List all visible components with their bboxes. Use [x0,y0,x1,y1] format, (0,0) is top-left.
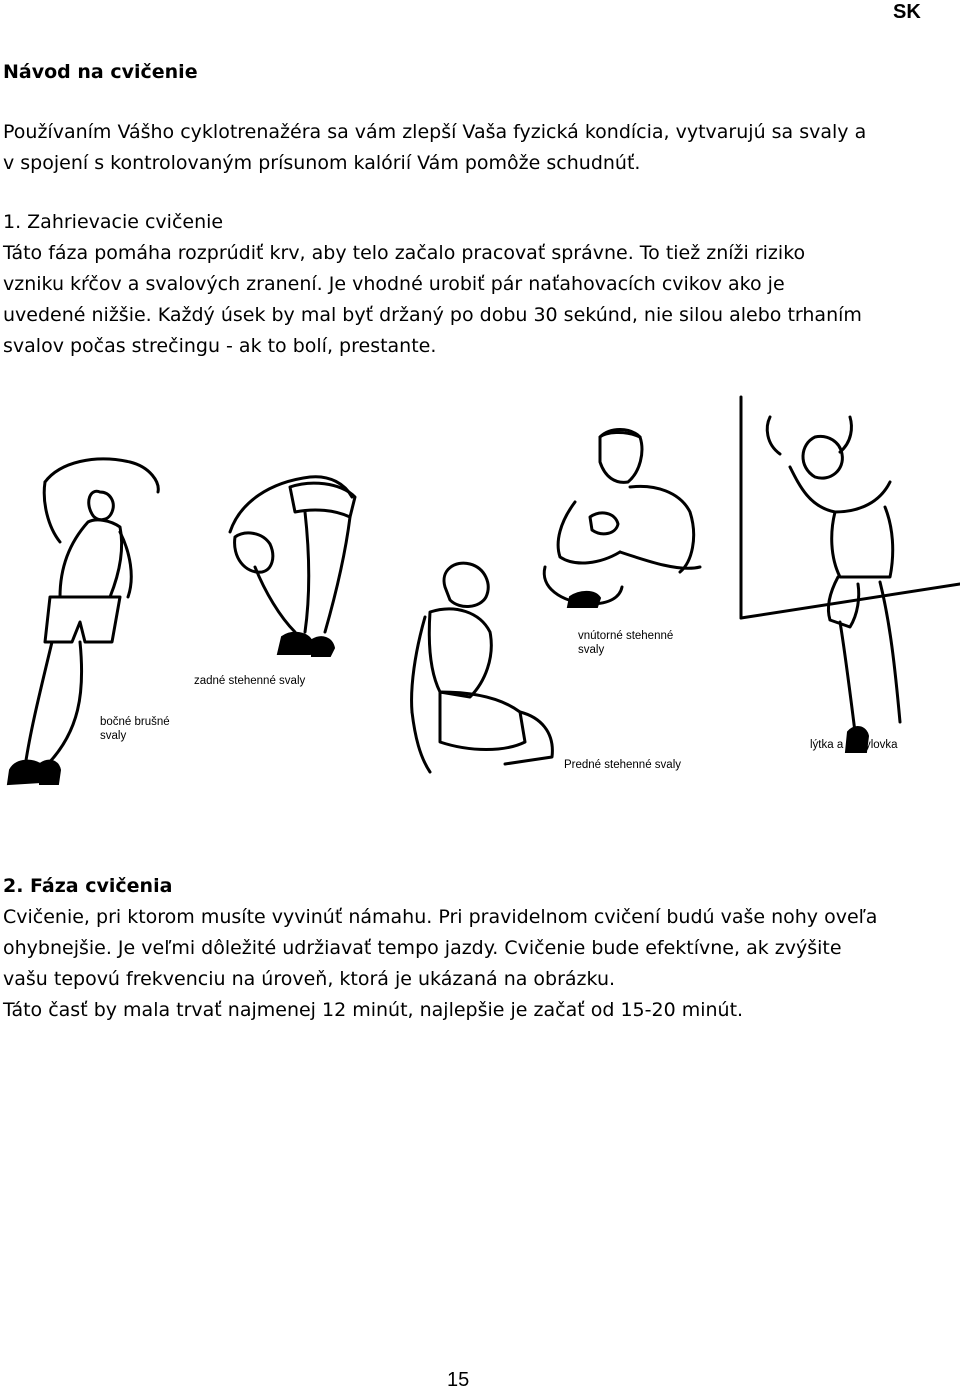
intro-paragraph [3,117,943,179]
warmup-line: svalov počas strečingu - ak to bolí, prestante. [3,335,437,357]
label-inner-thigh-2: svaly [578,644,605,656]
label-side-abs-1: bočné brušné [100,716,170,728]
page-title: Návod na cvičenie [3,61,198,83]
language-code: SK [893,1,921,23]
label-calf: lýtka a achylovka [810,739,898,751]
label-side-abs-2: svaly [100,730,127,742]
intro-line: v spojení s kontrolovaným prísunom kalórií Vám pomôže schudnúť. [3,152,641,174]
intro-line: Používaním Vášho cyklotrenažéra sa vám zlepší Vaša fyzická kondícia, vytvarujú sa svaly a [3,121,867,143]
label-inner-thigh-1: vnútorné stehenné [578,630,674,642]
exercise-line: Cvičenie, pri ktorom musíte vyvinúť námahu. Pri pravidelnom cvičení budú vaše nohy oveľa [3,906,878,928]
quad-stretch-figure [412,563,553,772]
page-number: 15 [447,1369,470,1391]
warmup-line: uvedené nižšie. Každý úsek by mal byť držaný po dobu 30 sekúnd, nie silou alebo trhaním [3,304,862,326]
exercise-line: ohybnejšie. Je veľmi dôležité udržiavať tempo jazdy. Cvičenie bude efektívne, ak zvýšite [3,937,842,959]
inner-thigh-stretch-figure [544,430,700,608]
exercise-heading: 2. Fáza cvičenia [3,875,173,897]
side-stretch-figure [8,459,158,784]
warmup-line: vzniku kŕčov a svalových zranení. Je vhodné urobiť pár naťahovacích cvikov ako je [3,273,785,295]
label-hamstring: zadné stehenné svaly [194,675,306,687]
warmup-section [3,207,943,362]
hamstring-stretch-figure [230,477,355,656]
warmup-heading: 1. Zahrievacie cvičenie [3,211,224,233]
stretching-illustration [0,392,960,807]
label-front-thigh: Predné stehenné svaly [564,759,681,771]
exercise-line: Táto časť by mala trvať najmenej 12 minút, najlepšie je začať od 15-20 minút. [3,999,744,1021]
exercise-section [3,871,943,1026]
calf-stretch-figure [741,397,960,752]
exercise-line: vašu tepovú frekvenciu na úroveň, ktorá je ukázaná na obrázku. [3,968,616,990]
warmup-line: Táto fáza pomáha rozprúdiť krv, aby telo začalo pracovať správne. To tiež zníži riziko [3,242,806,264]
